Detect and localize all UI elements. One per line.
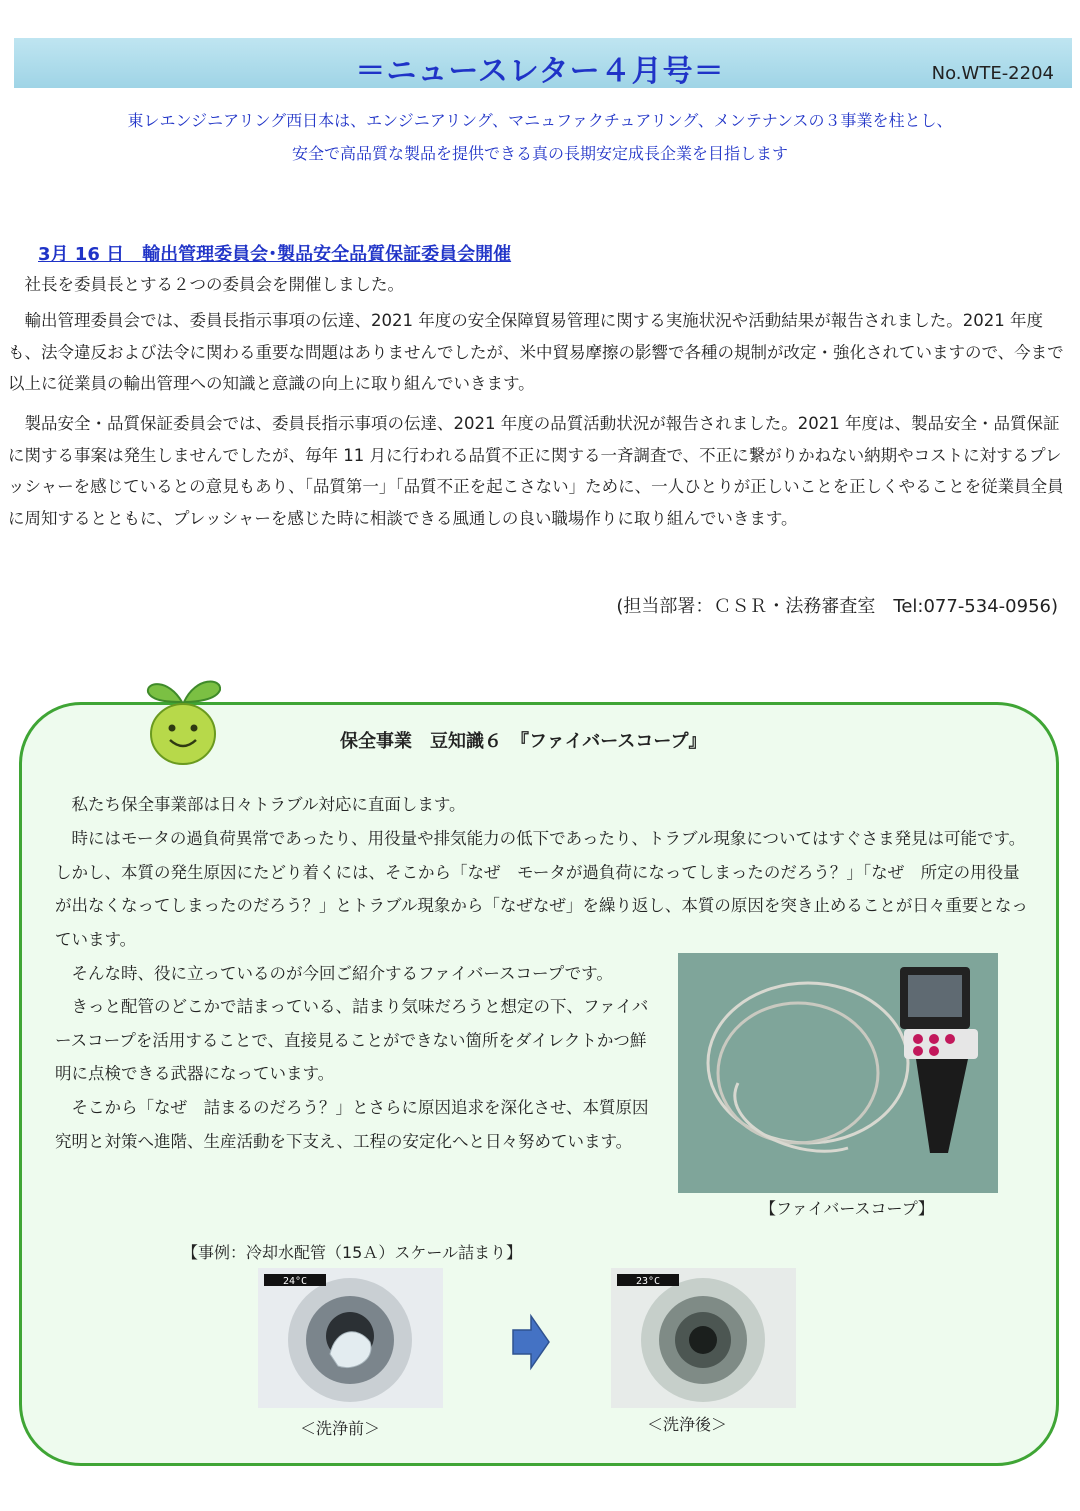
after-temperature-label: 23°C [635, 1276, 661, 1287]
tips-paragraph-3: そんな時、役に立っているのが今回ご紹介するファイバースコープです。 [55, 964, 613, 983]
article-paragraph-3: 製品安全・品質保証委員会では、委員長指示事項の伝達、2021 年度の品質活動状況が報告されました。2021 年度は、製品安全・品質保証に関する事案は発生しませんでしたが、毎年 11 月に行われる品質不正に関する一斉調査で、不正に繋がりかねない納期やコストに対するプレッシャーを感じているとの意見もあり、「品質第一」「品質不正を起こさない」ために、一人ひとりが正しいことを正しくやることを従業員全員に周知するとともに、プレッシャーを感じた時に相談できる風通しの良い職場作りに取り組んでいきます。 [8, 414, 1064, 528]
tagline-line-2: 安全で高品質な製品を提供できる真の長期安定成長企業を目指します [291, 144, 788, 163]
article-paragraph-2: 輸出管理委員会では、委員長指示事項の伝達、2021 年度の安全保障貿易管理に関する実施状況や活動結果が報告されました。2021 年度も、法令違反および法令に関わる重要な問題はありませんでしたが、米中貿易摩擦の影響で各種の規制が改定・強化されていますので、今まで以上に従業員の輸出管理への知識と意識の向上に取り組んでいきます。 [8, 311, 1064, 393]
article-paragraph-1: 社長を委員長とする２つの委員会を開催しました。 [8, 275, 404, 294]
arrow-right-icon [511, 1312, 551, 1372]
tips-box-title: 保全事業 豆知識６ 『ファイバースコープ』 [340, 731, 707, 752]
article-heading: 3月 16 日 輸出管理委員会･製品安全品質保証委員会開催 [38, 244, 512, 265]
sprout-mascot-icon [138, 668, 228, 768]
contact-info: (担当部署：ＣＳＲ・法務審査室 Tel:077-534-0956) [616, 596, 1058, 617]
case-title: 【事例：冷却水配管（15Ａ）スケール詰まり】 [182, 1243, 523, 1262]
before-cleaning-photo [258, 1268, 443, 1408]
after-cleaning-photo [611, 1268, 796, 1408]
tips-paragraph-5: そこから「なぜ 詰まるのだろう？」とさらに原因追求を深化させ、本質原因究明と対策へ進階、生産活動を下支え、工程の安定化へと日々努めています。 [55, 1098, 649, 1151]
tips-paragraph-1: 私たち保全事業部は日々トラブル対応に直面します。 [55, 795, 466, 814]
fiberscope-photo [678, 953, 998, 1193]
tips-paragraph-2: 時にはモータの過負荷異常であったり、用役量や排気能力の低下であったり、トラブル現象についてはすぐさま発見は可能です。しかし、本質の発生原因にたどり着くには、そこから「なぜ モータが過負荷になってしまったのだろう？」「なぜ 所定の用役量が出なくなってしまったのだろう？」とトラブル現象から「なぜなぜ」を繰り返し、本質の原因を突き止めることが日々重要となっています。 [55, 829, 1028, 949]
after-caption: ＜洗浄後＞ [647, 1415, 728, 1434]
issue-number: No.WTE-2204 [931, 63, 1054, 84]
tips-paragraph-4: きっと配管のどこかで詰まっている、詰まり気味だろうと想定の下、ファイバースコープを活用することで、直接見ることができない箇所をダイレクトかつ鮮明に点検できる武器になっています。 [55, 997, 649, 1083]
tagline-line-1: 東レエンジニアリング西日本は、エンジニアリング、マニュファクチュアリング、メンテナンスの３事業を柱とし、 [127, 111, 953, 130]
newsletter-title: ＝ニュースレター４月号＝ [355, 54, 725, 89]
fiberscope-caption: 【ファイバースコープ】 [760, 1199, 934, 1218]
before-caption: ＜洗浄前＞ [300, 1419, 381, 1438]
before-temperature-label: 24°C [282, 1276, 308, 1287]
